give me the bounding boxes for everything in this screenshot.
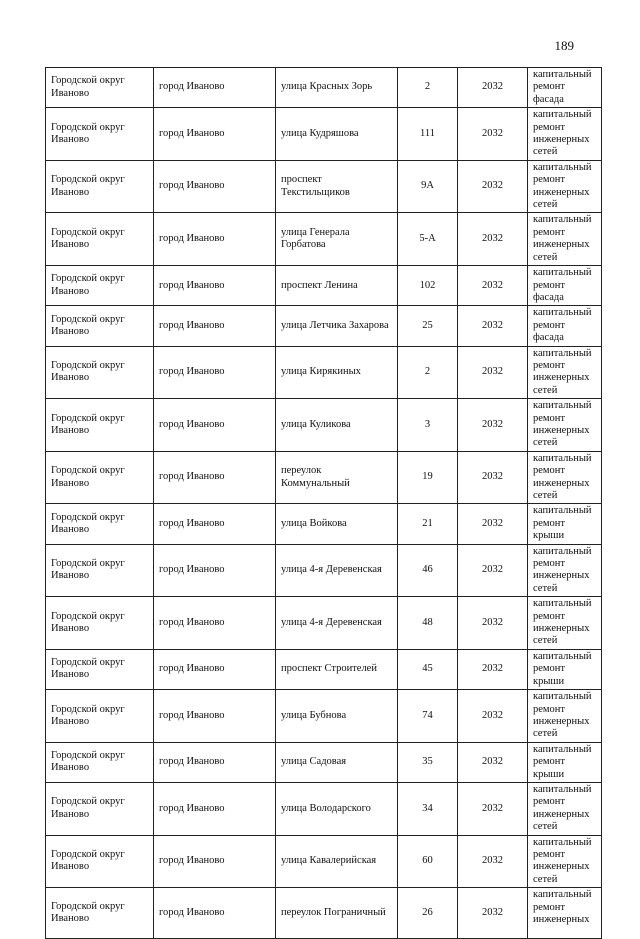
city-cell: город Иваново	[154, 544, 276, 597]
house-number-cell: 21	[398, 504, 458, 544]
table-row	[46, 742, 602, 782]
work-type-cell: капитальный ремонт инженерных сетей	[528, 108, 602, 161]
house-number-cell: 34	[398, 782, 458, 835]
table-row	[46, 160, 602, 213]
year-cell: 2032	[458, 835, 528, 888]
year-cell: 2032	[458, 108, 528, 161]
year-cell: 2032	[458, 399, 528, 452]
street-cell: улица 4-я Деревенская	[276, 597, 398, 650]
table-row	[46, 266, 602, 306]
table-row	[46, 544, 602, 597]
house-number-cell: 2	[398, 346, 458, 399]
municipality-cell: Городской округ Иваново	[46, 306, 154, 346]
city-cell: город Иваново	[154, 835, 276, 888]
street-cell: проспект Ленина	[276, 266, 398, 306]
municipality-cell: Городской округ Иваново	[46, 213, 154, 266]
table-row	[46, 782, 602, 835]
work-type-cell: капитальный ремонт инженерных сетей	[528, 213, 602, 266]
municipality-cell: Городской округ Иваново	[46, 108, 154, 161]
street-cell: улица Бубнова	[276, 690, 398, 743]
work-type-cell: капитальный ремонт инженерных сетей	[528, 597, 602, 650]
street-cell: улица Генерала Горбатова	[276, 213, 398, 266]
city-cell: город Иваново	[154, 451, 276, 504]
year-cell: 2032	[458, 888, 528, 939]
municipality-cell: Городской округ Иваново	[46, 451, 154, 504]
house-number-cell: 25	[398, 306, 458, 346]
house-number-cell: 5-А	[398, 213, 458, 266]
table-body	[46, 68, 602, 939]
table-row	[46, 504, 602, 544]
municipality-cell: Городской округ Иваново	[46, 597, 154, 650]
house-number-cell: 9А	[398, 160, 458, 213]
year-cell: 2032	[458, 649, 528, 689]
year-cell: 2032	[458, 451, 528, 504]
street-cell: улица Войкова	[276, 504, 398, 544]
city-cell: город Иваново	[154, 213, 276, 266]
year-cell: 2032	[458, 68, 528, 108]
table-row	[46, 835, 602, 888]
year-cell: 2032	[458, 782, 528, 835]
street-cell: улица Куликова	[276, 399, 398, 452]
work-type-cell: капитальный ремонт инженерных сетей	[528, 399, 602, 452]
year-cell: 2032	[458, 306, 528, 346]
municipality-cell: Городской округ Иваново	[46, 266, 154, 306]
municipality-cell: Городской округ Иваново	[46, 888, 154, 939]
city-cell: город Иваново	[154, 160, 276, 213]
year-cell: 2032	[458, 266, 528, 306]
work-type-cell: капитальный ремонт инженерных сетей	[528, 451, 602, 504]
municipality-cell: Городской округ Иваново	[46, 160, 154, 213]
table-row	[46, 213, 602, 266]
municipality-cell: Городской округ Иваново	[46, 544, 154, 597]
street-cell: переулок Пограничный	[276, 888, 398, 939]
house-number-cell: 102	[398, 266, 458, 306]
street-cell: улица Володарского	[276, 782, 398, 835]
work-type-cell: капитальный ремонт крыши	[528, 649, 602, 689]
street-cell: переулок Коммунальный	[276, 451, 398, 504]
work-type-cell: капитальный ремонт инженерных сетей	[528, 544, 602, 597]
house-number-cell: 111	[398, 108, 458, 161]
house-number-cell: 74	[398, 690, 458, 743]
municipality-cell: Городской округ Иваново	[46, 782, 154, 835]
house-number-cell: 35	[398, 742, 458, 782]
city-cell: город Иваново	[154, 597, 276, 650]
municipality-cell: Городской округ Иваново	[46, 649, 154, 689]
year-cell: 2032	[458, 160, 528, 213]
house-number-cell: 2	[398, 68, 458, 108]
table-row	[46, 306, 602, 346]
year-cell: 2032	[458, 346, 528, 399]
city-cell: город Иваново	[154, 68, 276, 108]
street-cell: улица 4-я Деревенская	[276, 544, 398, 597]
city-cell: город Иваново	[154, 649, 276, 689]
work-type-cell: капитальный ремонт инженерных сетей	[528, 782, 602, 835]
street-cell: улица Кудряшова	[276, 108, 398, 161]
year-cell: 2032	[458, 742, 528, 782]
house-number-cell: 46	[398, 544, 458, 597]
city-cell: город Иваново	[154, 504, 276, 544]
municipality-cell: Городской округ Иваново	[46, 504, 154, 544]
work-type-cell: капитальный ремонт фасада	[528, 266, 602, 306]
house-number-cell: 60	[398, 835, 458, 888]
municipality-cell: Городской округ Иваново	[46, 399, 154, 452]
repair-schedule-table	[45, 67, 602, 939]
house-number-cell: 45	[398, 649, 458, 689]
municipality-cell: Городской округ Иваново	[46, 68, 154, 108]
table-row	[46, 346, 602, 399]
table-row	[46, 597, 602, 650]
year-cell: 2032	[458, 544, 528, 597]
city-cell: город Иваново	[154, 399, 276, 452]
municipality-cell: Городской округ Иваново	[46, 346, 154, 399]
street-cell: улица Садовая	[276, 742, 398, 782]
street-cell: проспект Строителей	[276, 649, 398, 689]
work-type-cell: капитальный ремонт инженерных	[528, 888, 602, 939]
street-cell: улица Летчика Захарова	[276, 306, 398, 346]
street-cell: проспект Текстильщиков	[276, 160, 398, 213]
city-cell: город Иваново	[154, 690, 276, 743]
year-cell: 2032	[458, 690, 528, 743]
table-row	[46, 451, 602, 504]
house-number-cell: 19	[398, 451, 458, 504]
municipality-cell: Городской округ Иваново	[46, 690, 154, 743]
city-cell: город Иваново	[154, 346, 276, 399]
table-row	[46, 399, 602, 452]
municipality-cell: Городской округ Иваново	[46, 835, 154, 888]
table-row	[46, 690, 602, 743]
table-row	[46, 68, 602, 108]
city-cell: город Иваново	[154, 742, 276, 782]
table-row	[46, 649, 602, 689]
work-type-cell: капитальный ремонт инженерных сетей	[528, 690, 602, 743]
year-cell: 2032	[458, 213, 528, 266]
table-row	[46, 108, 602, 161]
work-type-cell: капитальный ремонт инженерных сетей	[528, 835, 602, 888]
year-cell: 2032	[458, 504, 528, 544]
year-cell: 2032	[458, 597, 528, 650]
house-number-cell: 3	[398, 399, 458, 452]
work-type-cell: капитальный ремонт инженерных сетей	[528, 160, 602, 213]
house-number-cell: 26	[398, 888, 458, 939]
city-cell: город Иваново	[154, 266, 276, 306]
street-cell: улица Кирякиных	[276, 346, 398, 399]
house-number-cell: 48	[398, 597, 458, 650]
street-cell: улица Кавалерийская	[276, 835, 398, 888]
work-type-cell: капитальный ремонт инженерных сетей	[528, 346, 602, 399]
municipality-cell: Городской округ Иваново	[46, 742, 154, 782]
street-cell: улица Красных Зорь	[276, 68, 398, 108]
table-row	[46, 888, 602, 939]
city-cell: город Иваново	[154, 306, 276, 346]
city-cell: город Иваново	[154, 888, 276, 939]
page-number: 189	[554, 38, 574, 53]
work-type-cell: капитальный ремонт крыши	[528, 742, 602, 782]
city-cell: город Иваново	[154, 108, 276, 161]
city-cell: город Иваново	[154, 782, 276, 835]
work-type-cell: капитальный ремонт фасада	[528, 306, 602, 346]
work-type-cell: капитальный ремонт крыши	[528, 504, 602, 544]
work-type-cell: капитальный ремонт фасада	[528, 68, 602, 108]
